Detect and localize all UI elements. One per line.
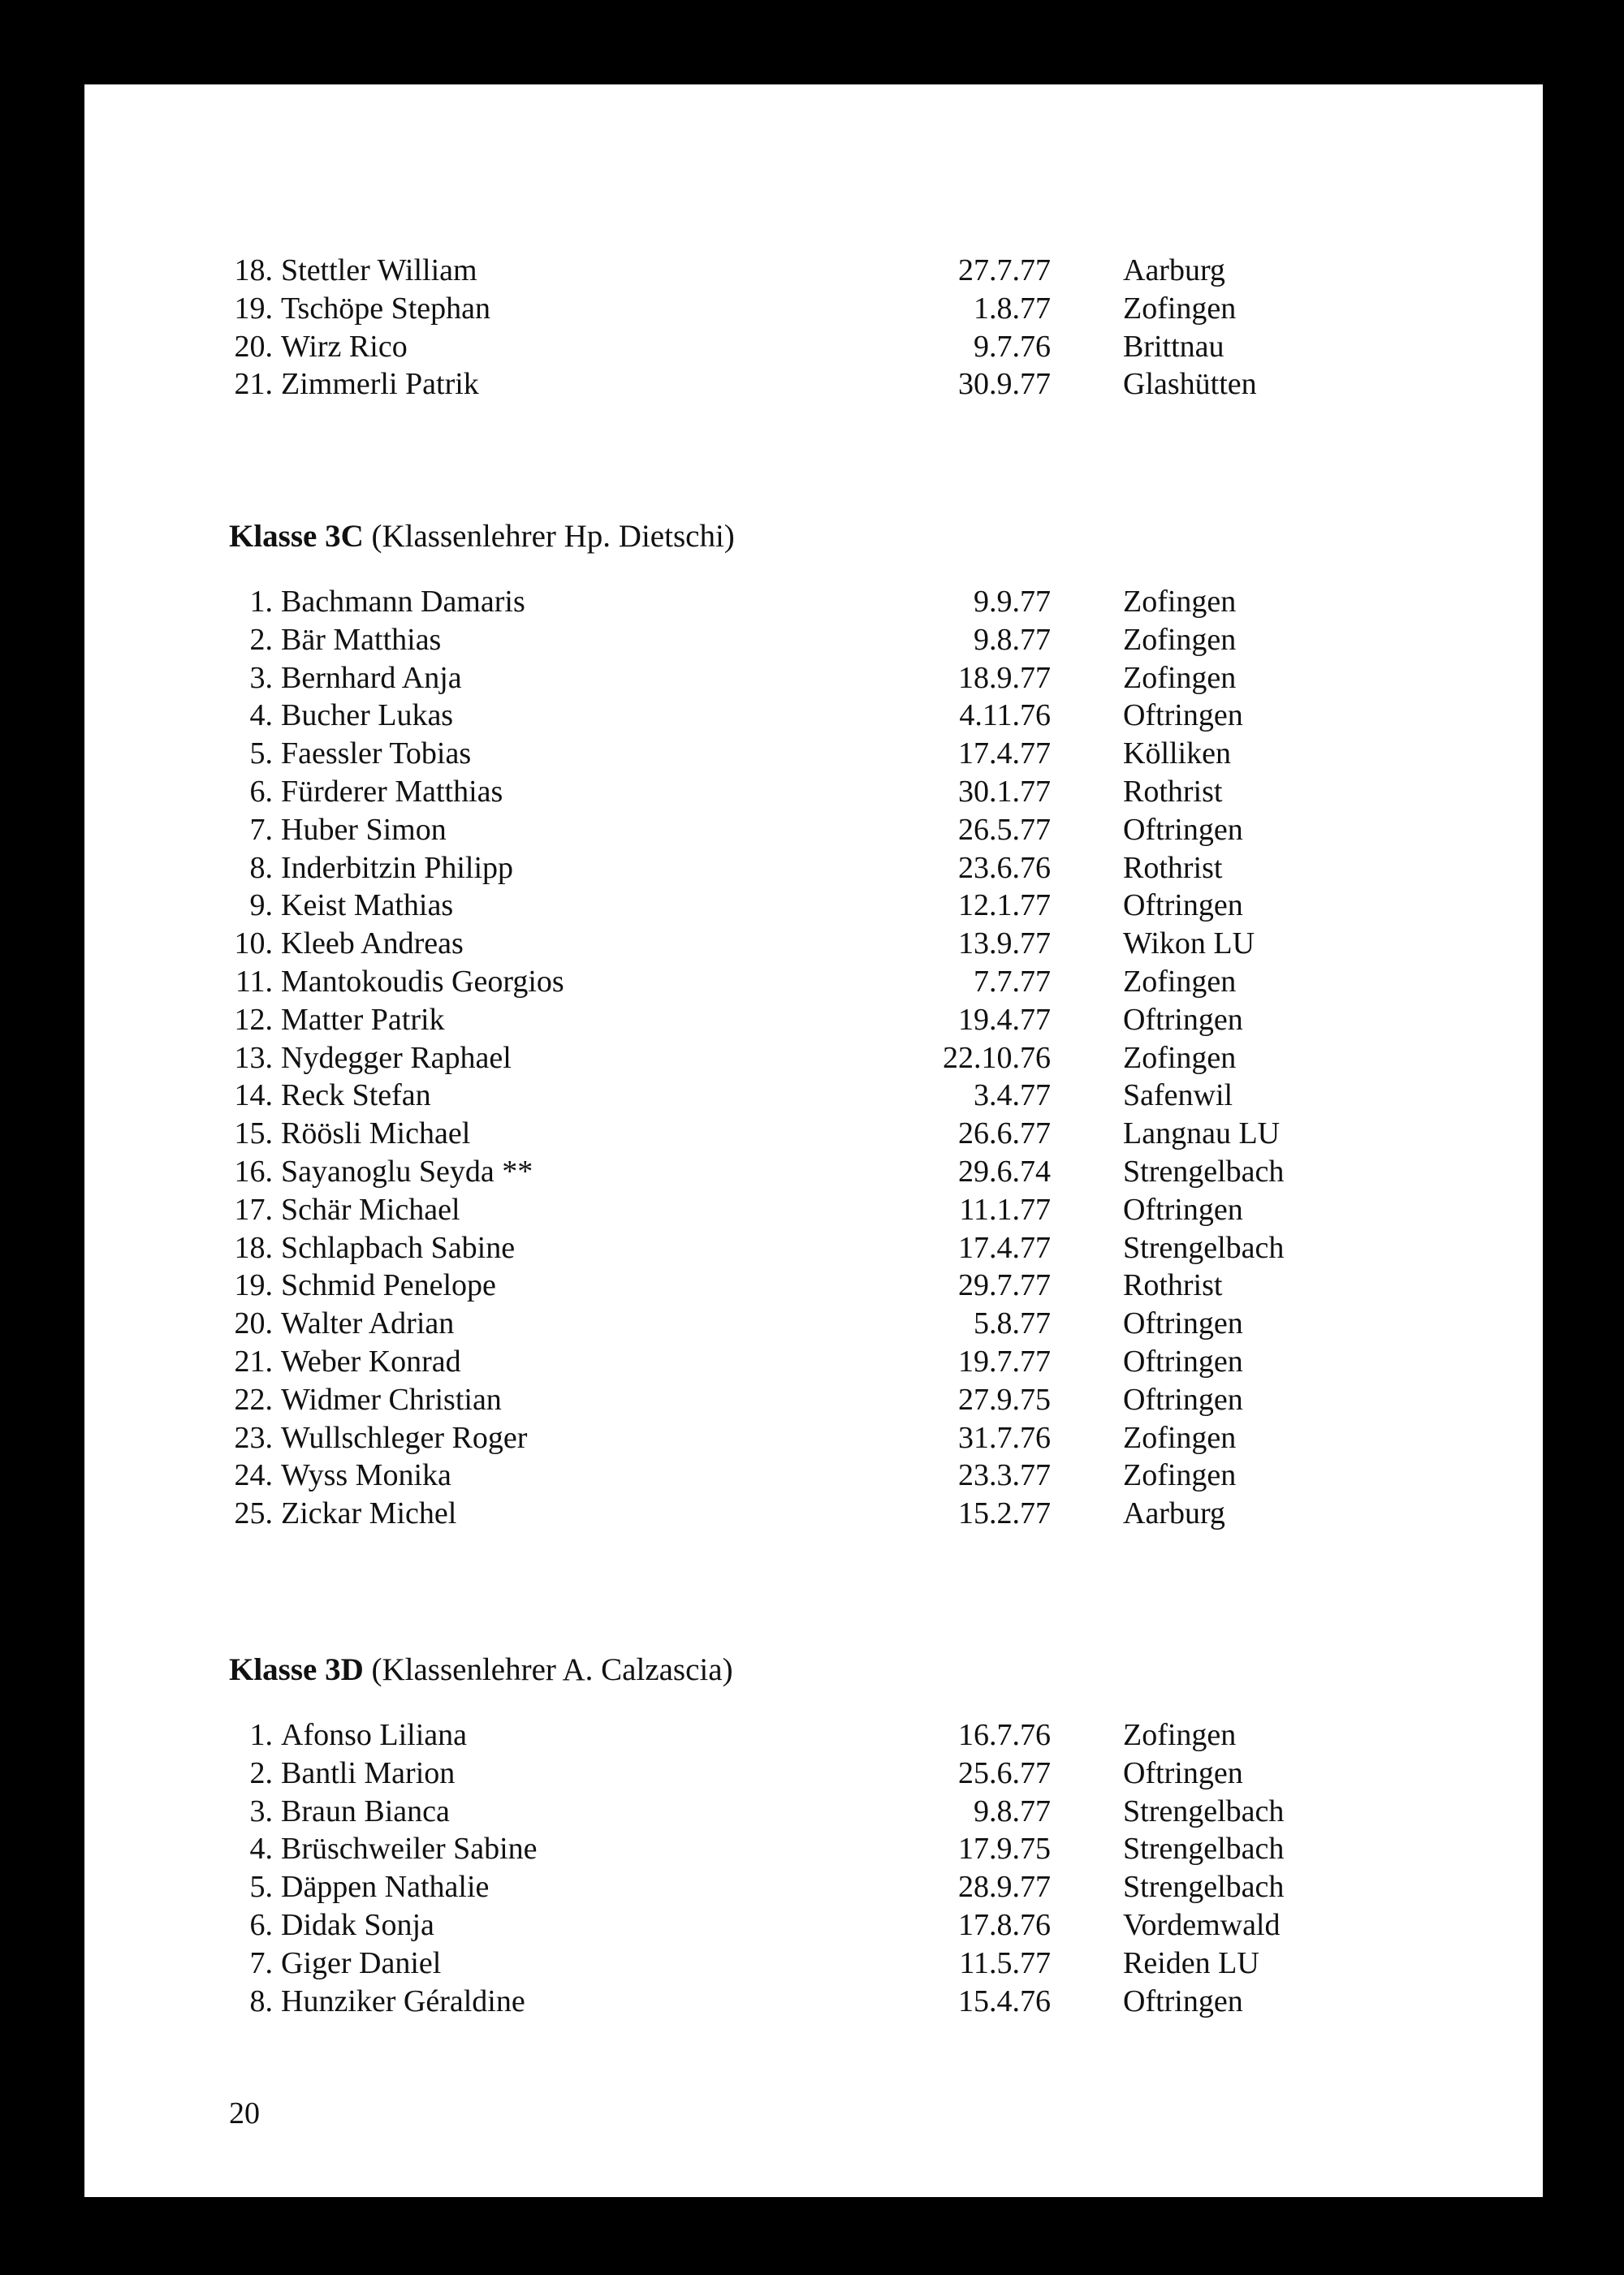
student-number: 10. bbox=[234, 926, 273, 961]
student-row bbox=[229, 365, 1366, 404]
student-name: Röösli Michael bbox=[281, 1116, 471, 1151]
student-name: Bucher Lukas bbox=[281, 698, 454, 733]
student-name: Zimmerli Patrik bbox=[281, 367, 479, 402]
student-name: Schär Michael bbox=[281, 1192, 460, 1227]
student-name: Matter Patrik bbox=[281, 1002, 445, 1037]
student-number: 2. bbox=[249, 622, 273, 657]
student-row bbox=[229, 963, 1366, 1001]
student-name: Wullschleger Roger bbox=[281, 1420, 528, 1455]
student-row bbox=[229, 1419, 1366, 1457]
student-row bbox=[229, 773, 1366, 811]
student-number: 12. bbox=[234, 1002, 273, 1037]
student-name: Weber Konrad bbox=[281, 1344, 461, 1379]
home-town: Oftringen bbox=[1123, 1344, 1243, 1379]
student-name: Kleeb Andreas bbox=[281, 926, 464, 961]
student-row bbox=[229, 1115, 1366, 1153]
student-row bbox=[229, 1457, 1366, 1495]
page-number: 20 bbox=[229, 2096, 260, 2130]
home-town: Kölliken bbox=[1123, 736, 1231, 771]
student-row bbox=[229, 811, 1366, 849]
home-town: Zofingen bbox=[1123, 1040, 1237, 1075]
home-town: Safenwil bbox=[1123, 1078, 1233, 1113]
student-name: Brüschweiler Sabine bbox=[281, 1832, 538, 1867]
student-row bbox=[229, 1229, 1366, 1267]
birth-date: 11.5.77 bbox=[959, 1945, 1051, 1980]
student-name: Nydegger Raphael bbox=[281, 1040, 512, 1075]
class-3c-student-list bbox=[229, 583, 1366, 1533]
student-number: 3. bbox=[249, 660, 273, 695]
student-number: 19. bbox=[234, 291, 273, 326]
birth-date: 12.1.77 bbox=[958, 888, 1051, 923]
student-number: 11. bbox=[235, 964, 273, 999]
student-name: Huber Simon bbox=[281, 812, 447, 847]
student-row bbox=[229, 735, 1366, 773]
birth-date: 29.6.74 bbox=[958, 1154, 1051, 1189]
home-town: Zofingen bbox=[1123, 585, 1237, 619]
home-town: Oftringen bbox=[1123, 812, 1243, 847]
home-town: Strengelbach bbox=[1123, 1832, 1285, 1867]
home-town: Oftringen bbox=[1123, 698, 1243, 733]
home-town: Zofingen bbox=[1123, 1458, 1237, 1493]
student-number: 23. bbox=[234, 1420, 273, 1455]
student-row bbox=[229, 1077, 1366, 1115]
student-number: 4. bbox=[249, 698, 273, 733]
home-town: Glashütten bbox=[1123, 367, 1257, 402]
home-town: Rothrist bbox=[1123, 850, 1223, 885]
birth-date: 25.6.77 bbox=[958, 1755, 1051, 1790]
student-number: 1. bbox=[249, 585, 273, 619]
student-row bbox=[229, 1830, 1366, 1868]
birth-date: 5.8.77 bbox=[974, 1306, 1051, 1341]
home-town: Oftringen bbox=[1123, 1382, 1243, 1417]
student-row bbox=[229, 1191, 1366, 1229]
home-town: Rothrist bbox=[1123, 774, 1223, 809]
student-number: 3. bbox=[249, 1794, 273, 1828]
student-row bbox=[229, 925, 1366, 963]
student-row bbox=[229, 328, 1366, 366]
birth-date: 17.4.77 bbox=[958, 736, 1051, 771]
home-town: Rothrist bbox=[1123, 1268, 1223, 1303]
student-number: 21. bbox=[234, 1344, 273, 1379]
student-row bbox=[229, 1305, 1366, 1343]
birth-date: 4.11.76 bbox=[959, 698, 1051, 733]
student-number: 5. bbox=[249, 1870, 273, 1905]
birth-date: 7.7.77 bbox=[974, 964, 1051, 999]
student-row bbox=[229, 1153, 1366, 1191]
class-3c-heading bbox=[229, 517, 735, 556]
student-number: 6. bbox=[249, 1907, 273, 1942]
home-town: Zofingen bbox=[1123, 1718, 1237, 1752]
student-number: 24. bbox=[234, 1458, 273, 1493]
student-number: 15. bbox=[234, 1116, 273, 1151]
student-name: Faessler Tobias bbox=[281, 736, 472, 771]
student-row bbox=[229, 583, 1366, 621]
student-name: Widmer Christian bbox=[281, 1382, 502, 1417]
student-name: Wirz Rico bbox=[281, 329, 408, 364]
home-town: Oftringen bbox=[1123, 1755, 1243, 1790]
student-name: Schmid Penelope bbox=[281, 1268, 496, 1303]
birth-date: 29.7.77 bbox=[958, 1268, 1051, 1303]
student-row bbox=[229, 1039, 1366, 1077]
student-name: Afonso Liliana bbox=[281, 1718, 468, 1752]
birth-date: 27.9.75 bbox=[958, 1382, 1051, 1417]
class-3d-student-list bbox=[229, 1716, 1366, 2020]
class-3c-title: Klasse 3C bbox=[229, 519, 364, 554]
home-town: Wikon LU bbox=[1123, 926, 1255, 961]
student-name: Braun Bianca bbox=[281, 1794, 450, 1828]
birth-date: 9.7.76 bbox=[974, 329, 1051, 364]
home-town: Aarburg bbox=[1123, 253, 1225, 287]
student-name: Bachmann Damaris bbox=[281, 585, 525, 619]
class-3d-teacher: (Klassenlehrer A. Calzascia) bbox=[363, 1652, 733, 1687]
student-row bbox=[229, 1906, 1366, 1945]
continued-student-list bbox=[229, 252, 1366, 404]
student-number: 16. bbox=[234, 1154, 273, 1189]
student-number: 22. bbox=[234, 1382, 273, 1417]
home-town: Strengelbach bbox=[1123, 1154, 1285, 1189]
home-town: Zofingen bbox=[1123, 660, 1237, 695]
student-name: Däppen Nathalie bbox=[281, 1870, 490, 1905]
birth-date: 19.4.77 bbox=[958, 1002, 1051, 1037]
student-row bbox=[229, 849, 1366, 887]
student-name: Inderbitzin Philipp bbox=[281, 850, 514, 885]
home-town: Oftringen bbox=[1123, 1306, 1243, 1341]
student-name: Giger Daniel bbox=[281, 1945, 442, 1980]
home-town: Reiden LU bbox=[1123, 1945, 1259, 1980]
student-row bbox=[229, 621, 1366, 659]
birth-date: 26.6.77 bbox=[958, 1116, 1051, 1151]
home-town: Brittnau bbox=[1123, 329, 1224, 364]
student-row bbox=[229, 1983, 1366, 2021]
student-number: 20. bbox=[234, 329, 273, 364]
birth-date: 15.4.76 bbox=[958, 1984, 1051, 2018]
student-number: 7. bbox=[249, 812, 273, 847]
home-town: Oftringen bbox=[1123, 1002, 1243, 1037]
birth-date: 16.7.76 bbox=[958, 1718, 1051, 1752]
student-number: 6. bbox=[249, 774, 273, 809]
student-name: Walter Adrian bbox=[281, 1306, 455, 1341]
class-3d-title: Klasse 3D bbox=[229, 1652, 364, 1687]
student-number: 7. bbox=[249, 1945, 273, 1980]
student-row bbox=[229, 659, 1366, 697]
student-row bbox=[229, 1945, 1366, 1983]
student-name: Bantli Marion bbox=[281, 1755, 456, 1790]
birth-date: 19.7.77 bbox=[958, 1344, 1051, 1379]
birth-date: 23.6.76 bbox=[958, 850, 1051, 885]
home-town: Strengelbach bbox=[1123, 1230, 1285, 1265]
student-name: Sayanoglu Seyda ** bbox=[281, 1154, 533, 1189]
student-row bbox=[229, 697, 1366, 735]
home-town: Strengelbach bbox=[1123, 1794, 1285, 1828]
student-row bbox=[229, 1381, 1366, 1419]
birth-date: 11.1.77 bbox=[959, 1192, 1051, 1227]
student-number: 4. bbox=[249, 1832, 273, 1867]
birth-date: 1.8.77 bbox=[974, 291, 1051, 326]
student-name: Zickar Michel bbox=[281, 1496, 457, 1531]
student-row bbox=[229, 1793, 1366, 1831]
birth-date: 27.7.77 bbox=[958, 253, 1051, 287]
home-town: Zofingen bbox=[1123, 964, 1237, 999]
student-number: 21. bbox=[234, 367, 273, 402]
student-row bbox=[229, 252, 1366, 290]
student-row bbox=[229, 1267, 1366, 1305]
birth-date: 26.5.77 bbox=[958, 812, 1051, 847]
birth-date: 23.3.77 bbox=[958, 1458, 1051, 1493]
student-name: Bernhard Anja bbox=[281, 660, 462, 695]
birth-date: 28.9.77 bbox=[958, 1870, 1051, 1905]
student-number: 5. bbox=[249, 736, 273, 771]
birth-date: 17.4.77 bbox=[958, 1230, 1051, 1265]
birth-date: 9.9.77 bbox=[974, 585, 1051, 619]
student-number: 17. bbox=[234, 1192, 273, 1227]
student-name: Schlapbach Sabine bbox=[281, 1230, 516, 1265]
class-3d-heading bbox=[229, 1651, 733, 1690]
birth-date: 18.9.77 bbox=[958, 660, 1051, 695]
student-number: 8. bbox=[249, 1984, 273, 2018]
document-page bbox=[84, 84, 1543, 2197]
student-number: 20. bbox=[234, 1306, 273, 1341]
birth-date: 17.9.75 bbox=[958, 1832, 1051, 1867]
birth-date: 3.4.77 bbox=[974, 1078, 1051, 1113]
student-number: 8. bbox=[249, 850, 273, 885]
student-name: Wyss Monika bbox=[281, 1458, 451, 1493]
student-row bbox=[229, 1755, 1366, 1793]
home-town: Oftringen bbox=[1123, 1984, 1243, 2018]
birth-date: 30.9.77 bbox=[958, 367, 1051, 402]
birth-date: 9.8.77 bbox=[974, 622, 1051, 657]
home-town: Aarburg bbox=[1123, 1496, 1225, 1531]
student-row bbox=[229, 1716, 1366, 1755]
student-number: 19. bbox=[234, 1268, 273, 1303]
student-number: 18. bbox=[234, 253, 273, 287]
student-name: Tschöpe Stephan bbox=[281, 291, 491, 326]
home-town: Vordemwald bbox=[1123, 1907, 1281, 1942]
birth-date: 17.8.76 bbox=[958, 1907, 1051, 1942]
birth-date: 15.2.77 bbox=[958, 1496, 1051, 1531]
student-row bbox=[229, 290, 1366, 328]
student-number: 14. bbox=[234, 1078, 273, 1113]
student-number: 25. bbox=[234, 1496, 273, 1531]
student-name: Keist Mathias bbox=[281, 888, 454, 923]
student-row bbox=[229, 1868, 1366, 1906]
student-name: Reck Stefan bbox=[281, 1078, 431, 1113]
student-row bbox=[229, 887, 1366, 925]
student-name: Hunziker Géraldine bbox=[281, 1984, 525, 2018]
home-town: Zofingen bbox=[1123, 1420, 1237, 1455]
home-town: Zofingen bbox=[1123, 291, 1237, 326]
birth-date: 13.9.77 bbox=[958, 926, 1051, 961]
student-name: Didak Sonja bbox=[281, 1907, 434, 1942]
home-town: Langnau LU bbox=[1123, 1116, 1281, 1151]
birth-date: 9.8.77 bbox=[974, 1794, 1051, 1828]
student-row bbox=[229, 1001, 1366, 1039]
student-name: Fürderer Matthias bbox=[281, 774, 503, 809]
birth-date: 31.7.76 bbox=[958, 1420, 1051, 1455]
home-town: Oftringen bbox=[1123, 1192, 1243, 1227]
birth-date: 22.10.76 bbox=[943, 1040, 1051, 1075]
student-row bbox=[229, 1343, 1366, 1381]
student-number: 9. bbox=[249, 888, 273, 923]
home-town: Strengelbach bbox=[1123, 1870, 1285, 1905]
class-3c-teacher: (Klassenlehrer Hp. Dietschi) bbox=[363, 519, 735, 554]
student-name: Stettler William bbox=[281, 253, 477, 287]
student-number: 1. bbox=[249, 1718, 273, 1752]
birth-date: 30.1.77 bbox=[958, 774, 1051, 809]
student-number: 13. bbox=[234, 1040, 273, 1075]
student-name: Bär Matthias bbox=[281, 622, 442, 657]
student-number: 18. bbox=[234, 1230, 273, 1265]
student-number: 2. bbox=[249, 1755, 273, 1790]
home-town: Zofingen bbox=[1123, 622, 1237, 657]
student-name: Mantokoudis Georgios bbox=[281, 964, 564, 999]
student-row bbox=[229, 1495, 1366, 1533]
home-town: Oftringen bbox=[1123, 888, 1243, 923]
